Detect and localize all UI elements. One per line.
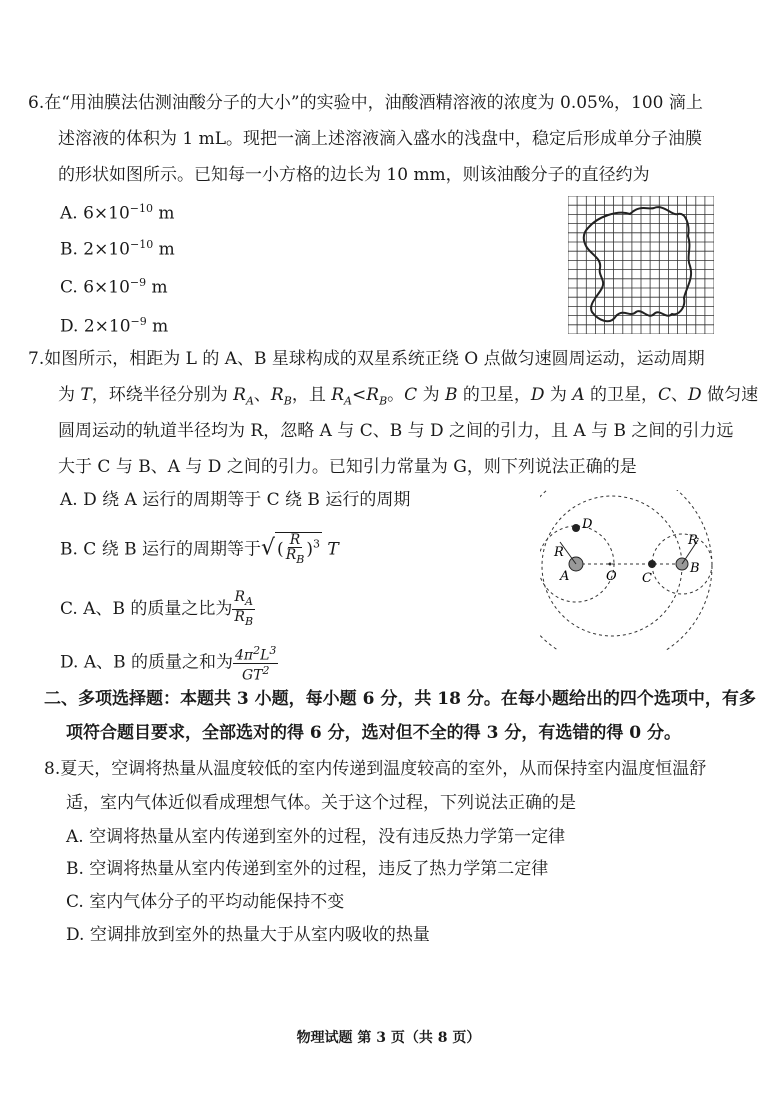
q8-option-a: A. 空调将热量从室内传递到室外的过程，没有违反热力学第一定律 [66,827,566,847]
q6-stem-line3: 的形状如图所示。已知每一小方格的边长为 10 mm，则该油酸分子的直径约为 [58,165,650,185]
q7-option-c: C. A、B 的质量之比为 $\frac{R_A}{R_B}$ [60,589,254,628]
label-o: O [606,569,617,584]
section2-heading-line1: 二、多项选择题：本题共 3 小题，每小题 6 分，共 18 分。在每小题给出的四个选项中，有多 [44,689,756,709]
q7-option-d: D. A、B 的质量之和为 $\frac{4\pi^2L^3}{GT^2}$ [60,644,277,684]
page-footer: 物理试题 第 3 页（共 8 页） [296,1030,481,1046]
label-r-right: R [688,533,698,548]
label-d: D [582,517,593,532]
q6-stem-line1: 6.在“用油膜法估测油酸分子的大小”的实验中，油酸酒精溶液的浓度为 0.05%，100 滴上 [28,93,703,113]
section2-heading-line2: 项符合题目要求，全部选对的得 6 分，选对但不全的得 3 分，有选错的得 0 分。 [66,723,681,743]
label-r-left: R [554,545,564,560]
q8-option-c: C. 室内气体分子的平均动能保持不变 [66,892,345,912]
satellite-c [648,560,656,568]
point-o [609,563,612,566]
label-c: C [642,571,652,586]
oil-film-grid-figure [568,196,714,334]
q6-option-a: A. $6\times 10^{-10}$ m [60,202,175,224]
q7-option-b: B. C 绕 B 运行的周期等于√ ( $\frac{R}{R_B}$ )$^3$ T [60,532,339,566]
q6-option-c: C. $6\times 10^{-9}$ m [60,276,168,298]
oil-film-outline [584,207,691,321]
q6-option-d: D. $2\times 10^{-9}$ m [60,315,169,337]
label-b: B [690,561,700,576]
satellite-d [572,524,580,532]
q8-stem-line2: 适，室内气体近似看成理想气体。关于这个过程，下列说法正确的是 [66,793,576,813]
orbit-a-around-o [542,496,682,636]
q7-stem-line4: 大于 C 与 B、A 与 D 之间的引力。已知引力常量为 G，则下列说法正确的是 [58,457,637,477]
label-a: A [560,569,570,584]
q7-stem-line2: 为 T，环绕半径分别为 $R_A$、$R_B$，且 $R_A<R_B$。C 为 B 的卫星，D 为 A 的卫星，C、D 做匀速 [58,385,759,408]
q8-option-d: D. 空调排放到室外的热量大于从室内吸收的热量 [66,925,430,945]
binary-star-figure [540,490,715,650]
q6-stem-line2: 述溶液的体积为 1 mL。现把一滴上述溶液滴入盛水的浅盘中，稳定后形成单分子油膜 [58,129,703,149]
q8-stem-line1: 8.夏天，空调将热量从温度较低的室内传递到温度较高的室外，从而保持室内温度恒温舒 [44,759,707,779]
q6-option-b: B. $2\times 10^{-10}$ m [60,238,175,260]
q8-option-b: B. 空调将热量从室内传递到室外的过程，违反了热力学第二定律 [66,859,549,879]
q7-stem-line1: 7.如图所示，相距为 L 的 A、B 星球构成的双星系统正绕 O 点做匀速圆周运动，运动周期 [28,349,705,369]
q7-option-a: A. D 绕 A 运行的周期等于 C 绕 B 运行的周期 [60,490,411,510]
q7-stem-line3: 圆周运动的轨道半径均为 R，忽略 A 与 C、B 与 D 之间的引力，且 A 与 B 之间的引力远 [58,421,734,441]
